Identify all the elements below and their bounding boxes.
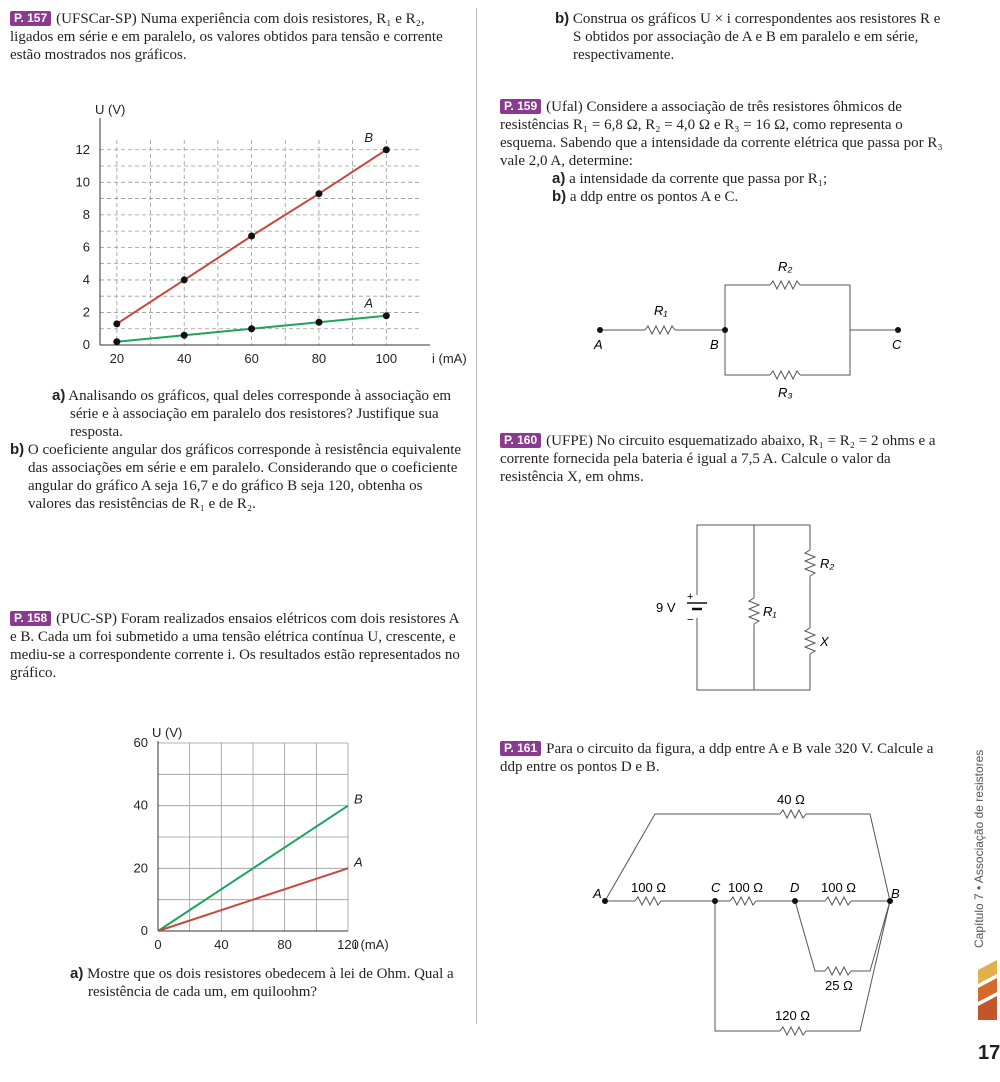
y-tick-label: 4 <box>82 271 90 287</box>
problem-160 <box>500 432 945 486</box>
label-c: C <box>711 880 721 895</box>
problem-tag: P. 158 <box>10 611 51 626</box>
series-label: A <box>364 295 373 311</box>
circuit-160 <box>650 520 850 700</box>
item-label: a) <box>52 387 66 404</box>
data-point <box>113 338 120 345</box>
item-label: a) <box>70 965 84 982</box>
series-label: B <box>364 129 373 145</box>
data-point <box>113 320 120 327</box>
y-tick-label: 40 <box>133 797 148 813</box>
x-tick-label: 100 <box>375 351 398 366</box>
y-axis-label: U (V) <box>152 725 183 740</box>
node-a <box>602 898 608 904</box>
item-text: Construa os gráficos U × i correspondentes aos resistores R e S obtidos por associação de A e B em paralelo e em série, respectivamente. <box>572 11 941 63</box>
y-axis-label: U (V) <box>95 102 126 117</box>
data-point <box>181 332 188 339</box>
problem-tag: P. 161 <box>500 741 541 756</box>
y-tick-label: 10 <box>75 174 90 190</box>
node-a <box>597 327 603 333</box>
label-25: 25 Ω <box>825 978 853 993</box>
data-point <box>248 232 255 239</box>
label-120: 120 Ω <box>775 1008 811 1023</box>
item-text: Analisando os gráficos, qual deles corresponde à associação em série e à associação em paralelo dos resistores? Justifique sua resposta. <box>68 388 452 440</box>
problem-intro: (UFSCar-SP) Numa experiência com dois resistores, R₁ e R₂, ligados em série e em paralelo, os valores obtidos para tensão e corrente estão mostrados nos gráficos. <box>10 11 443 63</box>
data-point <box>383 312 390 319</box>
label-c: C <box>892 337 902 352</box>
label-r1: R₁ <box>654 303 668 318</box>
item-label: a) <box>552 170 566 187</box>
y-tick-label: 12 <box>75 141 90 157</box>
node-c <box>895 327 901 333</box>
y-tick-label: 2 <box>82 304 90 320</box>
series-label: B <box>354 791 363 807</box>
problem-157-items <box>10 387 462 513</box>
x-tick-label: 40 <box>176 351 192 366</box>
x-tick-label: 120 <box>337 937 359 952</box>
chapter-decoration <box>978 960 997 1020</box>
label-x: X <box>820 634 829 649</box>
label-b: B <box>710 337 719 352</box>
y-tick-label: 20 <box>133 860 148 876</box>
problem-intro: Para o circuito da figura, a ddp entre A e B vale 320 V. Calcule a ddp entre os pontos D e B. <box>500 741 934 775</box>
problem-161 <box>500 740 945 776</box>
problem-157 <box>10 10 462 64</box>
data-point <box>315 319 322 326</box>
data-point <box>315 190 322 197</box>
y-tick-label: 60 <box>133 735 148 750</box>
circuit-159 <box>580 255 920 405</box>
item-label: b) <box>555 10 570 27</box>
label-b: B <box>891 886 900 901</box>
label-db: 100 Ω <box>821 880 857 895</box>
battery-label: 9 V <box>656 600 676 615</box>
item-label: b) <box>552 188 567 205</box>
label-a: A <box>594 337 603 352</box>
item-label: b) <box>10 441 25 458</box>
problem-157-continuation <box>555 10 945 64</box>
y-tick-label: 0 <box>82 337 90 352</box>
label-r1: R₁ <box>763 604 777 619</box>
label-r3: R₃ <box>778 385 793 400</box>
x-tick-label: 40 <box>214 937 229 952</box>
problem-tag: P. 157 <box>10 11 51 26</box>
circuit-161 <box>585 790 915 1030</box>
battery-minus: − <box>687 614 694 626</box>
problem-intro: (UFPE) No circuito esquematizado abaixo, R₁ = R₂ = 2 ohms e a corrente fornecida pela bateria é igual a 7,5 A. Calcule o valor da resistência X, em ohms. <box>500 433 936 485</box>
label-cd: 100 Ω <box>728 880 764 895</box>
x-tick-label: 80 <box>311 351 327 366</box>
x-tick-label: 60 <box>244 351 259 366</box>
column-divider <box>476 8 477 1024</box>
data-point <box>383 146 390 153</box>
y-tick-label: 8 <box>82 206 90 222</box>
label-ac: 100 Ω <box>631 880 667 895</box>
chart-158 <box>110 715 440 952</box>
battery-plus: + <box>687 591 694 603</box>
problem-159 <box>500 98 945 206</box>
x-tick-label: 80 <box>277 937 292 952</box>
data-point <box>181 276 188 283</box>
y-tick-label: 0 <box>140 923 148 938</box>
problem-intro: (Ufal) Considere a associação de três resistores ôhmicos de resistências R₁ = 6,8 Ω, R₂ = 4,0 Ω e R₃ = 16 Ω, como representa o esquema. Sabendo que a intensidade da corrente elétrica que passa por R₃ vale 2,0 A, determine: <box>500 99 943 169</box>
data-point <box>248 325 255 332</box>
x-tick-label: 0 <box>154 937 162 952</box>
chapter-label: Capítulo 7 • Associação de resistores <box>972 749 986 948</box>
problem-158 <box>10 610 462 682</box>
problem-tag: P. 160 <box>500 433 541 448</box>
item-text: Mostre que os dois resistores obedecem à lei de Ohm. Qual a resistência de cada um, em quiloohm? <box>87 966 454 1000</box>
x-axis-label: i (mA) <box>354 937 389 952</box>
series-label: A <box>354 854 363 870</box>
item-text: a intensidade da corrente que passa por R₁; <box>569 171 828 187</box>
node-b <box>722 327 728 333</box>
label-a: A <box>593 886 602 901</box>
x-tick-label: 20 <box>109 351 125 366</box>
node-d <box>792 898 798 904</box>
item-text: O coeficiente angular dos gráficos corresponde à resistência equivalente das associações em série e em paralelo. Considerando que o coeficiente angular do gráfico A seja 16,7 e do gráfico B seja 120, obtenha os valores das resistências de R₁ e de R₂. <box>27 442 462 512</box>
label-r2: R₂ <box>820 556 835 571</box>
page-number: 17 <box>978 1042 1000 1064</box>
problem-intro: (PUC-SP) Foram realizados ensaios elétricos com dois resistores A e B. Cada um foi submetido a uma tensão elétrica contínua U, crescente, e mediu-se a correspondente corrente i. Os resultados estão representados no gráfico. <box>10 611 460 681</box>
y-tick-label: 6 <box>82 239 90 255</box>
x-axis-label: i (mA) <box>432 351 467 366</box>
problem-tag: P. 159 <box>500 99 541 114</box>
label-40: 40 Ω <box>777 792 805 807</box>
node-c <box>712 898 718 904</box>
item-text: a ddp entre os pontos A e C. <box>569 189 739 205</box>
label-d: D <box>790 880 800 895</box>
chart-157 <box>60 100 467 370</box>
label-r2: R₂ <box>778 259 793 274</box>
problem-158-items <box>70 965 460 1001</box>
